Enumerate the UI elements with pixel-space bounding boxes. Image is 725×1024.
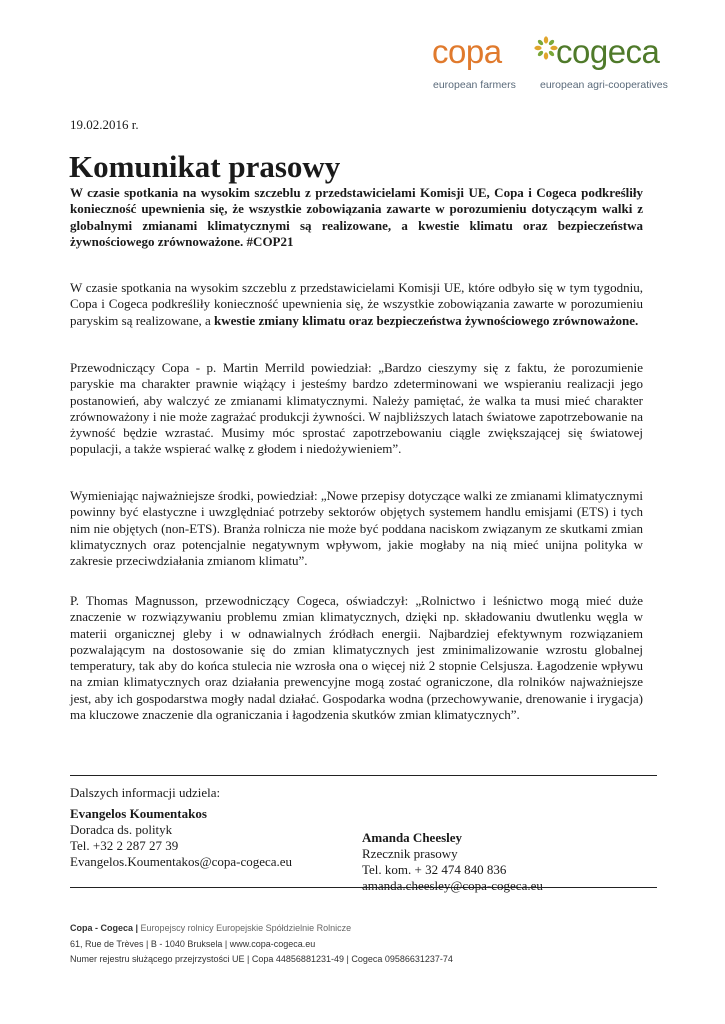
lead-paragraph: W czasie spotkania na wysokim szczeblu z przedstawicielami Komisji UE, Copa i Cogeca podkreśliły konieczność upewnienia się, że wszystkie zobowiązania zawarte w porozumieniu dotyczącym walki z globalnymi zmianami klimatycznymi są realizowane, a kwestie klimatu oraz bezpieczeństwa żywnościowego zrównoważone. #COP21 [70,185,643,249]
contact-right-role: Rzecznik prasowy [362,846,458,861]
logo-star-icon [534,36,558,60]
contacts-divider-top [70,775,657,776]
page-title: Komunikat prasowy [69,149,341,184]
footer-address: 61, Rue de Trèves | B - 1040 Bruksela | www.copa-cogeca.eu [70,939,316,949]
contact-card-left [70,806,292,870]
copa-cogeca-logo [430,32,670,98]
logo-wordmark [430,32,670,76]
footer-separator: | [133,923,141,933]
logo-tagline-cooperatives: european agri-cooperatives [540,79,668,91]
paragraph-1-text: W czasie spotkania na wysokim szczeblu z przedstawicielami Komisji UE, które odbyło się w tym tygodniu, Copa i Cogeca podkreśliły konieczność upewnienia się, że wszystkie zobowiązania zawarte w porozumieniu paryskim są realizowane, a [70,280,643,328]
contact-left-email[interactable]: Evangelos.Koumentakos@copa-cogeca.eu [70,854,293,869]
paragraph-1-emphasis: kwestie zmiany klimatu oraz bezpieczeństwa żywnościowego zrównoważone. [214,312,639,328]
footer-registry: Numer rejestru służącego przejrzystości UE | Copa 44856881231-49 | Cogeca 09586631237-74 [70,954,453,964]
logo-word-cogeca: cogeca [556,33,660,70]
logo-tagline-farmers: european farmers [433,79,516,91]
contact-right-email[interactable]: amanda.cheesley@copa-cogeca.eu [362,878,543,893]
body-paragraph-4: P. Thomas Magnusson, przewodniczący Cogeca, oświadczył: „Rolnictwo i leśnictwo mogą mieć duże znaczenie w rozwiązywaniu problemu zmian klimatycznych, dzięki np. składowaniu dwutlenku węgla w materii organicznej gleby i w odnawialnych źródłach energii. Najbardziej efektywnym rozwiązaniem pozwalającym na dostosowanie się do zmian klimatycznych jest zminimalizowanie wzrostu globalnej temperatury, tak aby do końca stulecia nie wzrosła ona o więcej niż 2 stopnie Celsjusza. Łagodzenie wpływu na zmian klimatycznych oraz działania prewencyjne mogą zostać ograniczone, dla rolników najważniejsze jest, aby ich gospodarstwa mogły nadal działać. Gospodarka wodna (przechowywanie, drenowanie i irygacja) ma kluczowe znaczenie dla ograniczania i łagodzenia skutków zmian klimatycznych”. [70,593,643,723]
contact-right-name: Amanda Cheesley [362,830,463,845]
footer-org-name: Copa - Cogeca [70,923,134,933]
contact-card-right [362,830,543,894]
contact-left-phone: Tel. +32 2 287 27 39 [70,838,179,853]
footer-org-line [70,922,351,934]
logo-word-copa: copa [432,33,502,70]
contact-right-phone: Tel. kom. + 32 474 840 836 [362,862,507,877]
contacts-divider-bottom [70,887,657,888]
contacts-intro: Dalszych informacji udziela: [70,785,221,800]
body-paragraph-3: Wymieniając najważniejsze środki, powiedział: „Nowe przepisy dotyczące walki ze zmianami klimatycznymi powinny być elastyczne i uwzględniać potrzeby sektorów objętych systemem handlu emisjami (ETS) i tych nim nie objętych (non-ETS). Branża rolnicza nie może być poddana naciskom związanym ze skutkami zmian klimatycznych oraz potencjalnie negatywnym wpływom, jakie mogłaby na nią mieć unijna polityka w zakresie przeciwdziałania zmianom klimatu”. [70,488,643,569]
contact-left-name: Evangelos Koumentakos [70,806,207,821]
contact-left-role: Doradca ds. polityk [70,822,173,837]
body-paragraph-1 [70,280,643,329]
footer-org-description: Europejscy rolnicy Europejskie Spółdzielnie Rolnicze [140,923,352,933]
body-paragraph-2: Przewodniczący Copa - p. Martin Merrild powiedział: „Bardzo cieszymy się z faktu, że porozumienie paryskie ma charakter prawnie wiążący i jesteśmy bardzo zdeterminowani we wspieraniu realizacji jego postanowień, aby walczyć ze zmianami klimatycznymi. Należy pamiętać, że walka ta musi mieć charakter zrównoważony i nie może zagrażać produkcji żywności. W najbliższych latach światowe zapotrzebowanie na żywność będzie wzrastać. Musimy móc sprostać zapotrzebowaniu ciągle zwiększającej się światowej populacji, a także wspierać walkę z głodem i niedożywieniem”. [70,360,643,457]
release-date: 19.02.2016 r. [70,117,139,132]
